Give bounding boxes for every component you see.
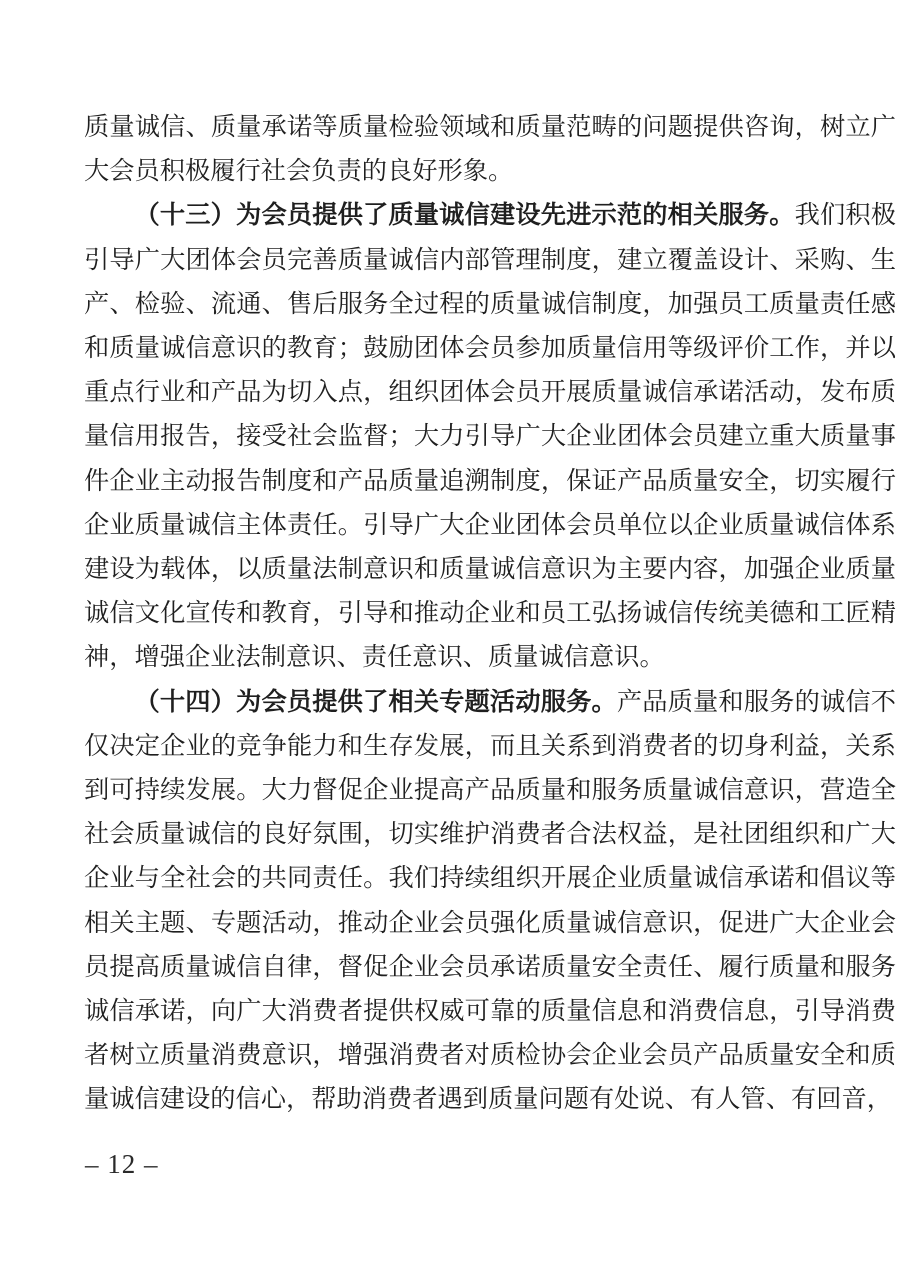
section-heading: （十三）为会员提供了质量诚信建设先进示范的相关服务。: [134, 201, 795, 230]
text-segment: 我们积极引导广大团体会员完善质量诚信内部管理制度，建立覆盖设计、采购、生产、检验、流通、售后服务全过程的质量诚信制度，加强员工质量责任感和质量诚信意识的教育；鼓励团体会员参加质量信用等级评价工作，并以重点行业和产品为切入点，组织团体会员开展质量诚信承诺活动，发布质量信用报告，接受社会监督；大力引导广大企业团体会员建立重大质量事件企业主动报告制度和产品质量追溯制度，保证产品质量安全，切实履行企业质量诚信主体责任。引导广大企业团体会员单位以企业质量诚信体系建设为载体，以质量法制意识和质量诚信意识为主要内容，加强企业质量诚信文化宣传和教育，引导和推动企业和员工弘扬诚信传统美德和工匠精神，增强企业法制意识、责任意识、质量诚信意识。: [84, 201, 897, 672]
paragraph: [84, 680, 896, 1122]
paragraph: [84, 193, 896, 679]
paragraph: [84, 105, 896, 193]
text-segment: 产品质量和服务的诚信不仅决定企业的竞争能力和生存发展，而且关系到消费者的切身利益，关系到可持续发展。大力督促企业提高产品质量和服务质量诚信意识，营造全社会质量诚信的良好氛围，切实维护消费者合法权益，是社团组织和广大企业与全社会的共同责任。我们持续组织开展企业质量诚信承诺和倡议等相关主题、专题活动，推动企业会员强化质量诚信意识，促进广大企业会员提高质量诚信自律，督促企业会员承诺质量安全责任、履行质量和服务诚信承诺，向广大消费者提供权威可靠的质量信息和消费信息，引导消费者树立质量消费意识，增强消费者对质检协会企业会员产品质量安全和质量诚信建设的信心，帮助消费者遇到质量问题有处说、有人管、有回音，: [84, 687, 897, 1114]
document-body: [84, 105, 896, 1122]
text-segment: 质量诚信、质量承诺等质量检验领域和质量范畴的问题提供咨询，树立广大会员积极履行社会负责的良好形象。: [84, 113, 896, 186]
page-number: – 12 –: [85, 1149, 159, 1179]
section-heading: （十四）为会员提供了相关专题活动服务。: [134, 687, 617, 716]
